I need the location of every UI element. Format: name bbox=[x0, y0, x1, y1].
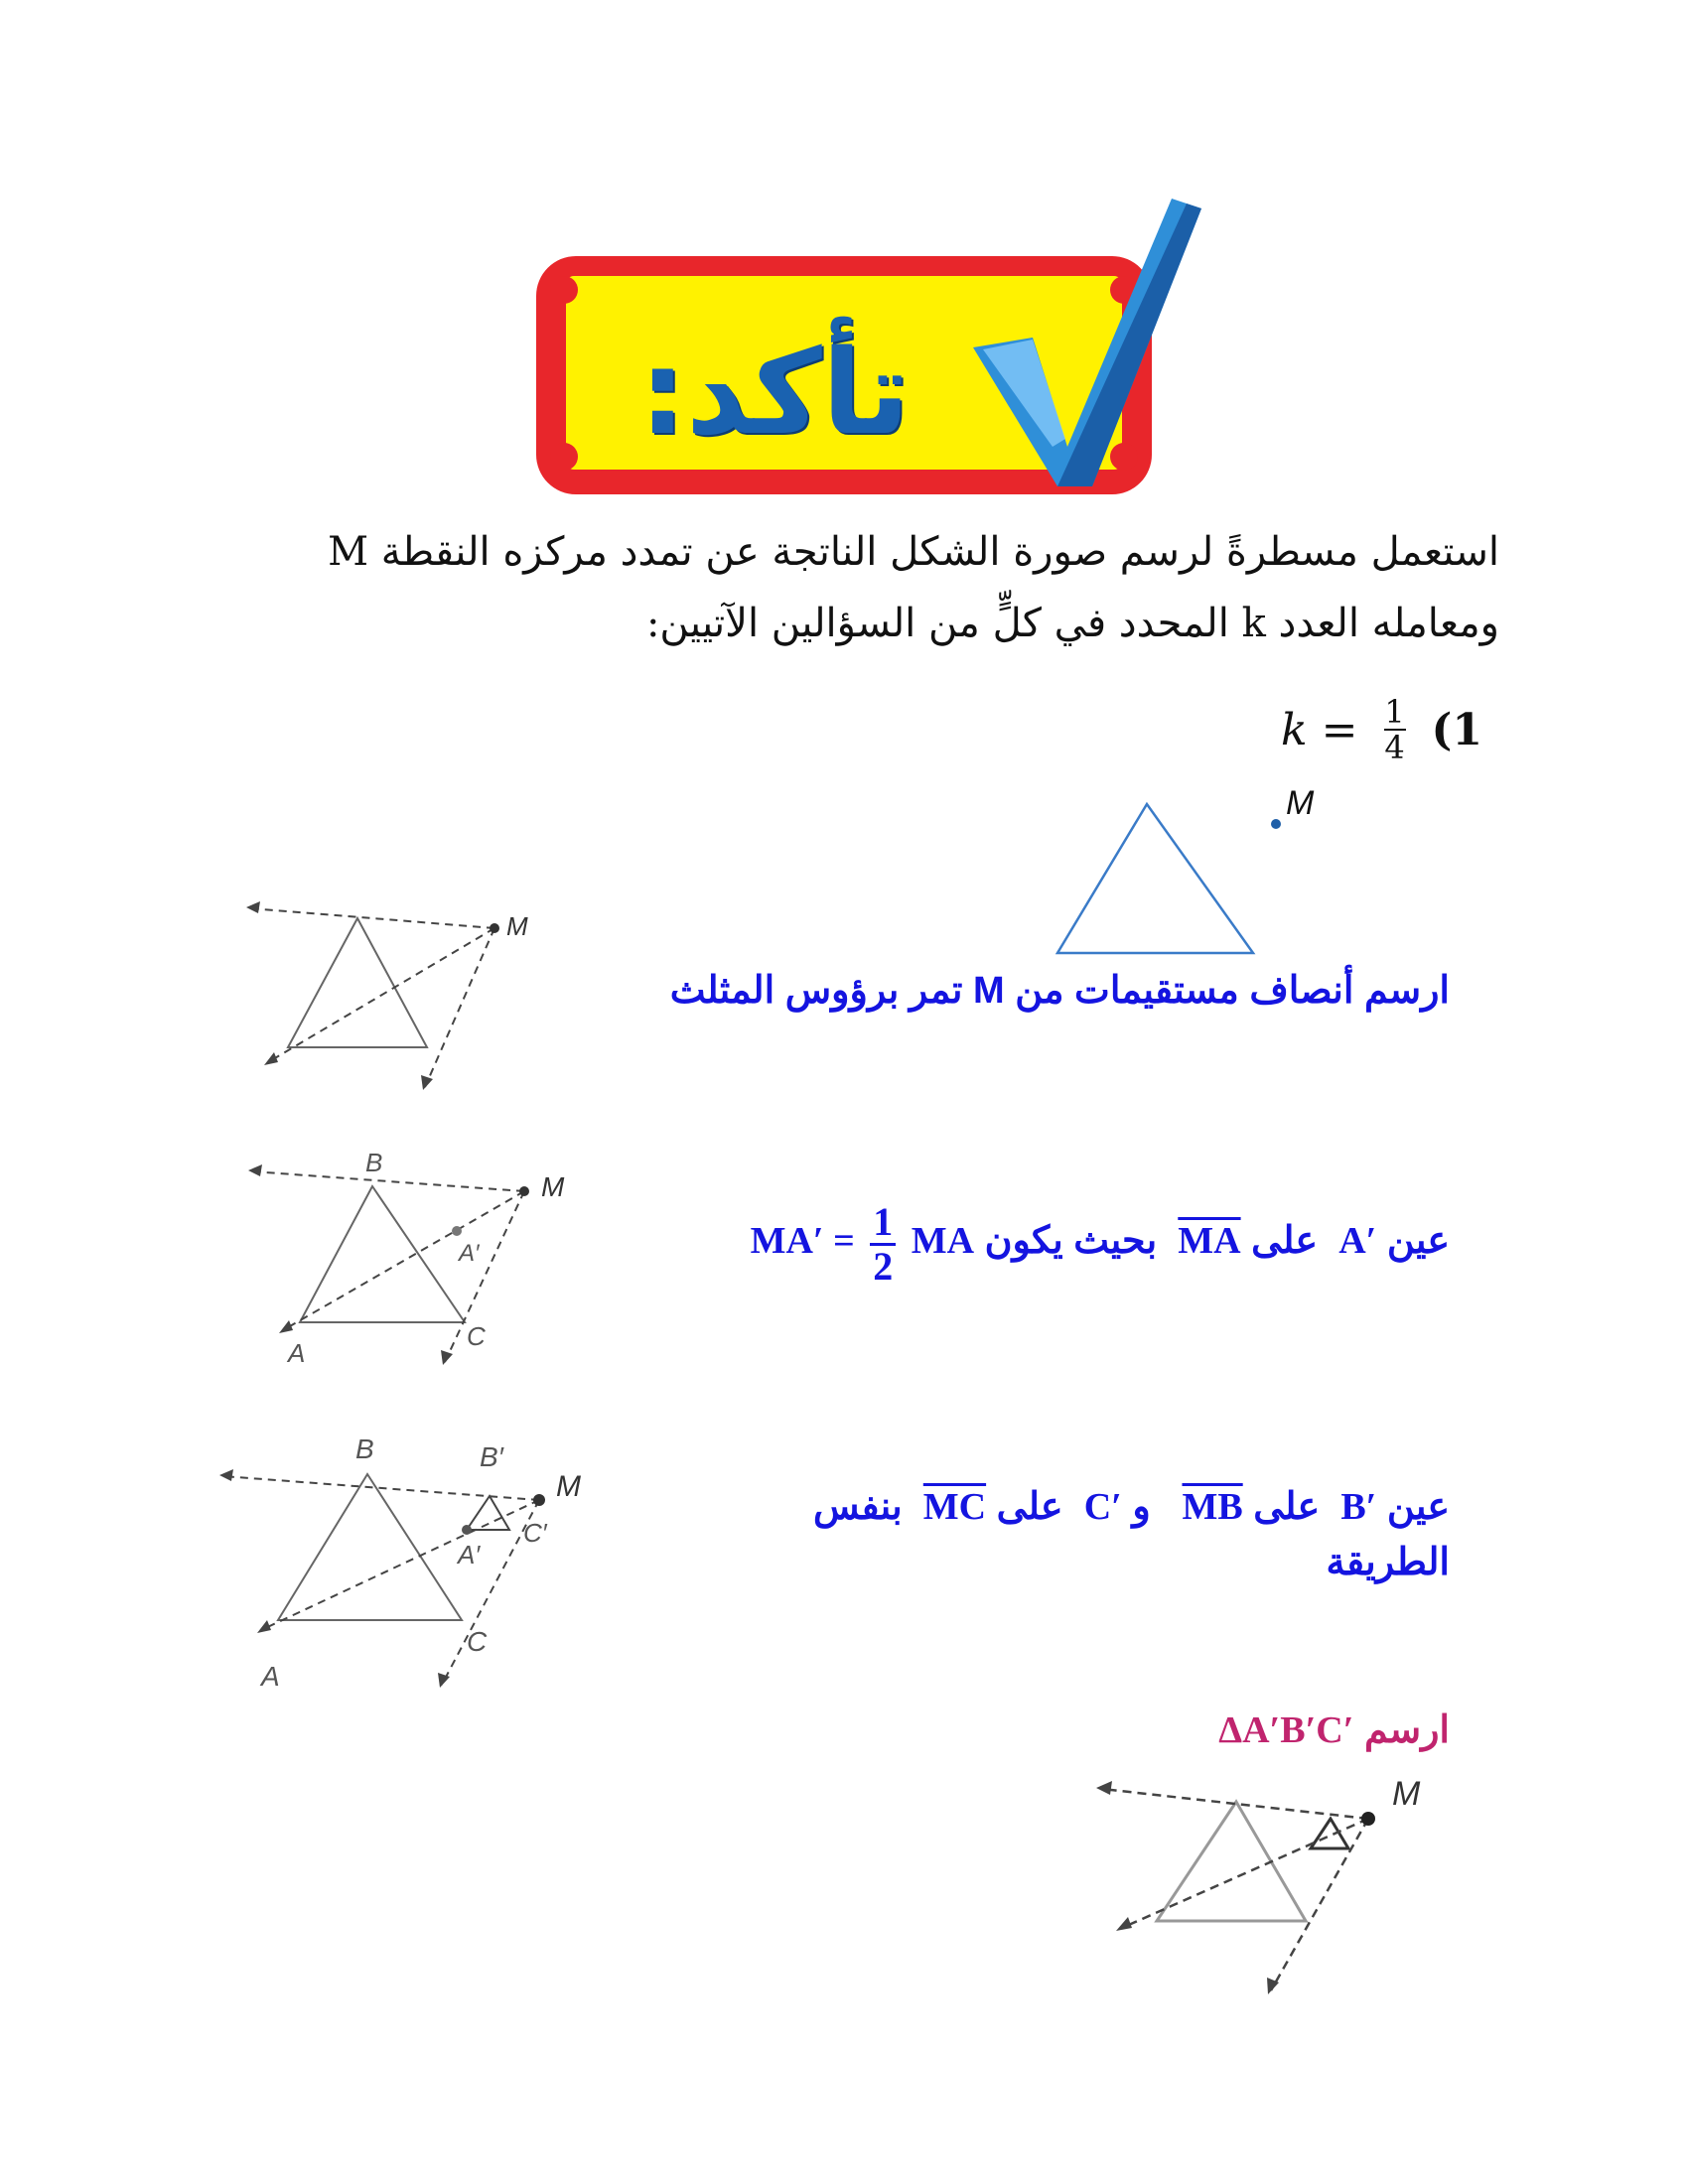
fig3-label-c: C bbox=[467, 1626, 488, 1657]
fig3-label-c-prime: C′ bbox=[523, 1518, 547, 1548]
fig3-label-m: M bbox=[556, 1470, 581, 1503]
step2-point: A′ bbox=[1338, 1220, 1377, 1263]
instruction-line-1: استعمل مسطرةً لرسم صورة الشكل الناتجة عن تمدد مركزه النقطة M bbox=[328, 529, 1499, 575]
center-label-m: M bbox=[1286, 784, 1315, 822]
step2-prefix: عين bbox=[1386, 1220, 1450, 1263]
figure-3 bbox=[213, 1425, 611, 1703]
fig3-label-a: A bbox=[261, 1661, 280, 1692]
instructions bbox=[209, 516, 1499, 659]
step2-denominator: 2 bbox=[873, 1244, 894, 1289]
fig2-label-a-prime: A′ bbox=[459, 1240, 480, 1267]
step2-ray: $\overline{MA}$ bbox=[1178, 1220, 1241, 1263]
step2-lhs: MA′ = bbox=[750, 1220, 855, 1263]
fig4-label-m: M bbox=[1392, 1775, 1421, 1813]
main-figure bbox=[1033, 784, 1331, 973]
center-point-m bbox=[1271, 819, 1281, 829]
step-3-text bbox=[735, 1479, 1450, 1590]
step4-triangle: ΔA′B′C′ bbox=[1218, 1709, 1354, 1751]
step3-on-1: على bbox=[1253, 1486, 1321, 1528]
figure-4 bbox=[1082, 1767, 1460, 2005]
step3-ray-b: $\overline{MB}$ bbox=[1182, 1486, 1243, 1528]
step3-ray-c: $\overline{MC}$ bbox=[922, 1486, 987, 1528]
figure-2 bbox=[238, 1132, 596, 1370]
step2-rhs: MA bbox=[911, 1220, 975, 1263]
step2-such-that: بحيث يكون bbox=[984, 1220, 1158, 1263]
instruction-line-2: ومعامله العدد k المحدد في كلٍّ من السؤالين الآتيين: bbox=[645, 601, 1499, 646]
fig3-label-a-prime: A′ bbox=[458, 1540, 481, 1570]
k-numerator: 1 bbox=[1384, 693, 1405, 731]
fig1-label-m: M bbox=[506, 911, 528, 941]
step-1-text: ارسم أنصاف مستقيمات من M تمر برؤوس المثلث bbox=[669, 970, 1450, 1012]
step4-prefix: ارسم bbox=[1363, 1709, 1450, 1751]
question-1 bbox=[1281, 695, 1482, 764]
step3-and: و bbox=[1132, 1486, 1151, 1528]
step-4-text bbox=[854, 1707, 1450, 1752]
fig2-label-b: B bbox=[365, 1148, 383, 1177]
step2-fraction bbox=[870, 1201, 896, 1288]
step3-point-c: C′ bbox=[1083, 1486, 1122, 1528]
fig2-label-a: A bbox=[288, 1338, 306, 1368]
step2-equation bbox=[750, 1199, 975, 1289]
step2-on: على bbox=[1251, 1220, 1319, 1263]
banner-title: تأكد: bbox=[638, 324, 911, 461]
step2-numerator: 1 bbox=[873, 1199, 894, 1244]
fig2-label-m: M bbox=[541, 1171, 565, 1202]
step3-point-b: B′ bbox=[1340, 1486, 1377, 1528]
fig3-label-b-prime: B′ bbox=[480, 1441, 503, 1472]
k-fraction bbox=[1384, 695, 1406, 764]
fig3-label-b: B bbox=[355, 1433, 374, 1464]
fig2-label-c: C bbox=[467, 1321, 486, 1351]
k-denominator: 4 bbox=[1384, 729, 1405, 766]
k-label: k = bbox=[1281, 704, 1358, 755]
step-2-text bbox=[457, 1201, 1450, 1288]
step3-prefix: عين bbox=[1386, 1486, 1450, 1528]
figure-1 bbox=[238, 893, 576, 1092]
step3-suffix: بنفس الطريقة bbox=[812, 1486, 1450, 1583]
main-triangle bbox=[1057, 804, 1253, 953]
step3-on-2: على bbox=[996, 1486, 1063, 1528]
question-number: (1 bbox=[1431, 704, 1482, 755]
